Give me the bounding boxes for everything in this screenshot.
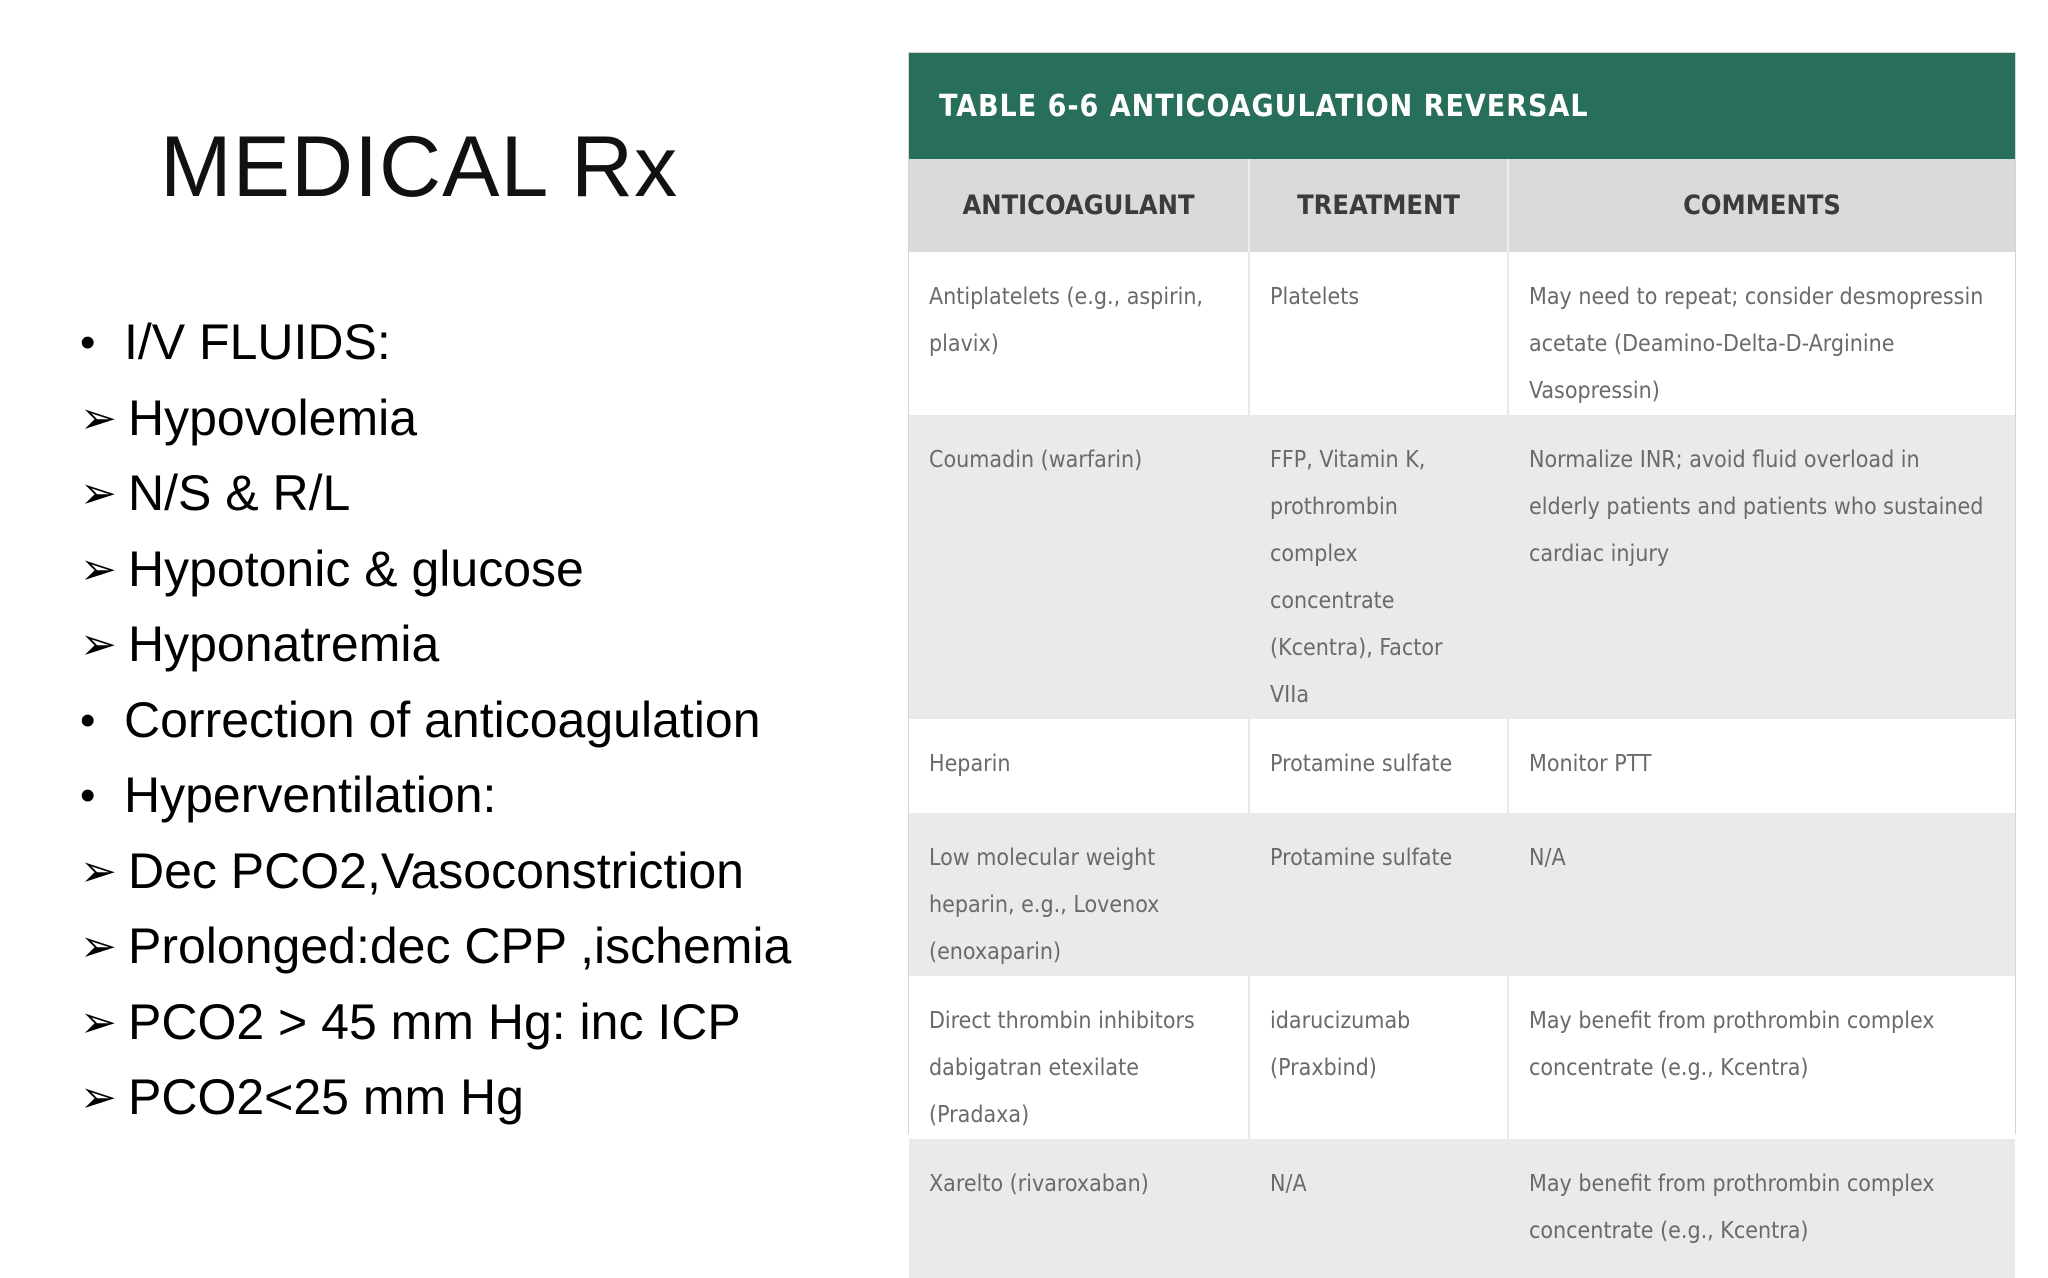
bullet-text: Hypovolemia xyxy=(128,389,418,446)
cell-treatment: Protamine sulfate xyxy=(1249,719,1508,813)
bullet-text: PCO2 > 45 mm Hg: inc ICP xyxy=(128,993,741,1050)
cell-treatment: Platelets xyxy=(1249,252,1508,415)
cell-anticoagulant: Xarelto (rivaroxaban) xyxy=(909,1139,1249,1278)
bullet-text: N/S & R/L xyxy=(128,465,351,521)
sub-bullet-item xyxy=(80,607,791,683)
column-header-treatment: TREATMENT xyxy=(1249,159,1508,252)
bullet-text: Correction of anticoagulation xyxy=(124,691,761,748)
cell-comments: May need to repeat; consider desmopressin acetate (Deamino-Delta-D-Arginine Vasopressin) xyxy=(1508,252,2015,415)
cell-anticoagulant: Antiplatelets (e.g., aspirin, plavix) xyxy=(909,252,1249,415)
anticoagulation-table xyxy=(909,159,2015,1278)
arrow-bullet-icon: ➢ xyxy=(80,846,117,896)
cell-anticoagulant: Low molecular weight heparin, e.g., Lovenox (enoxaparin) xyxy=(909,813,1249,976)
bullet-marker: • xyxy=(80,771,96,820)
arrow-bullet-icon: ➢ xyxy=(80,1073,117,1122)
sub-bullet-item xyxy=(80,834,791,910)
anticoagulation-table-image xyxy=(908,52,2016,1244)
arrow-bullet-icon: ➢ xyxy=(80,469,117,518)
bullet-text: Hyponatremia xyxy=(128,616,440,672)
cell-comments: Normalize INR; avoid fluid overload in elderly patients and patients who sustained cardiac injury xyxy=(1508,415,2015,719)
arrow-bullet-icon: ➢ xyxy=(80,620,117,669)
column-header-anticoagulant: ANTICOAGULANT xyxy=(909,159,1249,252)
arrow-bullet-icon: ➢ xyxy=(80,544,117,594)
bullet-text: Dec PCO2,Vasoconstriction xyxy=(128,842,744,899)
sub-bullet-item xyxy=(80,456,791,532)
cell-treatment: FFP, Vitamin K, prothrombin complex concentrate (Kcentra), Factor VIIa xyxy=(1249,415,1508,719)
cell-comments: May benefit from prothrombin complex concentrate (e.g., Kcentra) xyxy=(1508,976,2015,1139)
bullet-item xyxy=(80,758,791,834)
sub-bullet-item xyxy=(80,381,791,457)
arrow-bullet-icon: ➢ xyxy=(80,922,117,971)
table-row xyxy=(909,813,2015,976)
table-row xyxy=(909,976,2015,1139)
sub-bullet-item xyxy=(80,532,791,608)
bullet-text: Hypotonic & glucose xyxy=(128,540,584,597)
sub-bullet-item xyxy=(80,1060,791,1136)
bullet-item xyxy=(80,683,791,759)
table-row xyxy=(909,1139,2015,1278)
cell-anticoagulant: Coumadin (warfarin) xyxy=(909,415,1249,719)
cell-treatment: Protamine sulfate xyxy=(1249,813,1508,976)
sub-bullet-item xyxy=(80,985,791,1061)
cell-comments: N/A xyxy=(1508,813,2015,976)
sub-bullet-item xyxy=(80,909,791,985)
cell-comments: Monitor PTT xyxy=(1508,719,2015,813)
table-row xyxy=(909,719,2015,813)
column-header-comments: COMMENTS xyxy=(1508,159,2015,252)
table-title: TABLE 6-6 ANTICOAGULATION REVERSAL xyxy=(909,53,2015,159)
cell-treatment: N/A xyxy=(1249,1139,1508,1278)
bullet-item xyxy=(80,305,791,381)
bullet-text: PCO2<25 mm Hg xyxy=(128,1069,524,1125)
bullet-text: I/V FLUIDS: xyxy=(124,314,391,370)
table-row xyxy=(909,252,2015,415)
bullet-text: Hyperventilation: xyxy=(124,767,497,823)
slide-title: MEDICAL Rx xyxy=(160,119,679,215)
cell-anticoagulant: Heparin xyxy=(909,719,1249,813)
bullet-marker: • xyxy=(80,318,96,367)
bullet-text: Prolonged:dec CPP ,ischemia xyxy=(128,918,792,974)
bullet-marker: • xyxy=(80,695,96,745)
cell-anticoagulant: Direct thrombin inhibitors dabigatran etexilate (Pradaxa) xyxy=(909,976,1249,1139)
table-row xyxy=(909,415,2015,719)
cell-comments: May benefit from prothrombin complex concentrate (e.g., Kcentra) xyxy=(1508,1139,2015,1278)
arrow-bullet-icon: ➢ xyxy=(80,393,117,443)
table-header-row xyxy=(909,159,2015,252)
bullet-list xyxy=(80,305,791,1136)
arrow-bullet-icon: ➢ xyxy=(80,997,117,1047)
cell-treatment: idarucizumab (Praxbind) xyxy=(1249,976,1508,1139)
